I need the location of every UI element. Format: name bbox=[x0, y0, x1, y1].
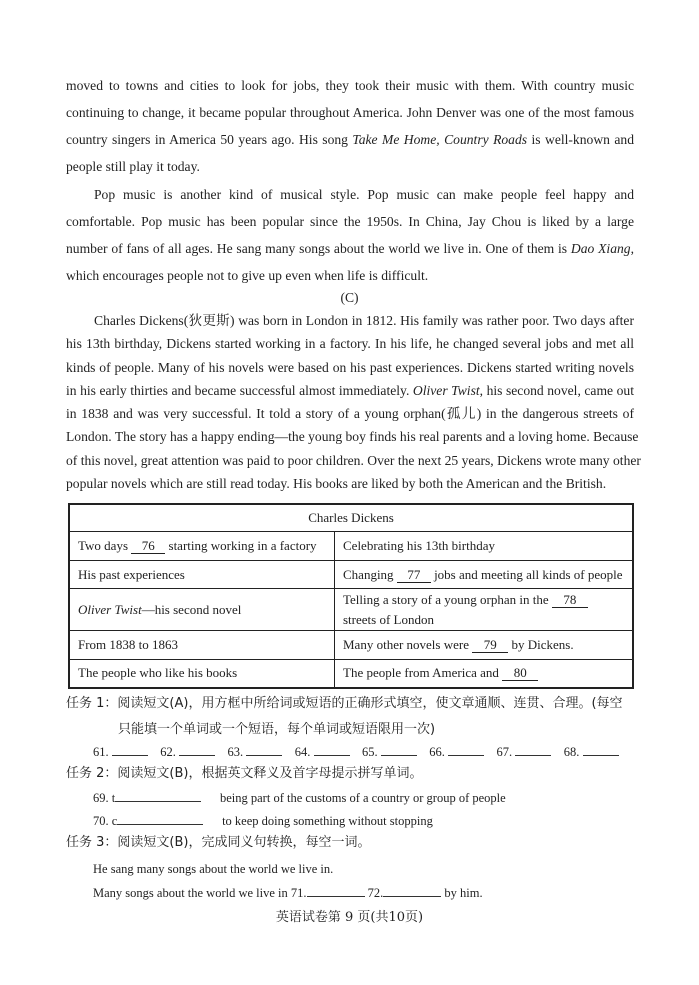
rewrite-sentence: Many songs about the world we live in 71. 72. by him. bbox=[93, 886, 483, 900]
table-cell: Two days 76 starting working in a factory bbox=[69, 532, 335, 561]
passage-b-country-paragraph bbox=[66, 72, 634, 180]
task-3-instruction: 任务 3：阅读短文(B)，完成同义句转换，每空一词。 bbox=[66, 835, 371, 850]
answer-blank-72[interactable] bbox=[383, 884, 441, 897]
table-cell: Telling a story of a young orphan in the 78 streets of London bbox=[335, 589, 634, 631]
text-line: country singers in America 50 years ago. His song Take Me Home, Country Roads is well-known and bbox=[66, 132, 634, 147]
text-line: number of fans of all ages. He sang many songs about the world we live in. One of them is Dao Xiang, bbox=[66, 241, 634, 256]
task-1-answers: 61. 62. 63. 64. 65. 66. 67. 68. bbox=[93, 742, 619, 762]
blank-76[interactable]: 76 bbox=[131, 539, 165, 554]
table-cell: Celebrating his 13th birthday bbox=[335, 532, 634, 561]
text-line: continuing to change, it became popular throughout America. John Denver was one of the most famous bbox=[66, 105, 634, 120]
text-line: Charles Dickens(狄更斯) was born in London in 1812. His family was rather poor. Two days after bbox=[94, 313, 634, 328]
task-line: 任务 1：阅读短文(A)，用方框中所给词或短语的正确形式填空，使文章通顺、连贯、合理。(每空 bbox=[66, 696, 623, 711]
blank-77[interactable]: 77 bbox=[397, 568, 431, 583]
table-cell: His past experiences bbox=[69, 561, 335, 589]
table-row bbox=[69, 660, 633, 688]
answer-blank-69[interactable] bbox=[115, 789, 201, 802]
text-line: people still play it today. bbox=[66, 159, 200, 174]
text-line: which encourages people not to give up even when life is difficult. bbox=[66, 268, 429, 283]
table-row bbox=[69, 532, 633, 561]
answer-blank-65[interactable] bbox=[381, 743, 417, 756]
question-69: 69. t being part of the customs of a country or group of people bbox=[93, 791, 506, 805]
answer-blank-63[interactable] bbox=[246, 743, 282, 756]
question-70: 70. c to keep doing something without stopping bbox=[93, 814, 433, 828]
text-line: of this novel, great attention was paid to poor children. Over the next 25 years, Dickens wrote many other bbox=[66, 452, 641, 468]
table-cell: Changing 77 jobs and meeting all kinds of people bbox=[335, 561, 634, 589]
table-row bbox=[69, 589, 633, 631]
song-title: Dao Xiang bbox=[570, 241, 631, 256]
task-2-instruction: 任务 2：阅读短文(B)，根据英文释义及首字母提示拼写单词。 bbox=[66, 766, 423, 781]
text-line: kinds of people. Many of his novels were based on his past experiences. Dickens started writing novels bbox=[66, 359, 634, 375]
table-cell: The people who like his books bbox=[69, 660, 335, 688]
table-cell: The people from America and 80 bbox=[335, 660, 634, 688]
text-line: Pop music is another kind of musical style. Pop music can make people feel happy and bbox=[94, 187, 634, 202]
task-1-instruction bbox=[66, 691, 646, 743]
answer-blank-67[interactable] bbox=[515, 743, 551, 756]
answer-blank-70[interactable] bbox=[117, 812, 203, 825]
table-cell: Many other novels were 79 by Dickens. bbox=[335, 631, 634, 660]
text-line: London. The story has a happy ending—the young boy finds his real parents and a loving home. Because bbox=[66, 429, 639, 445]
text-line: in his early thirties and became successful almost immediately. Oliver Twist, his second novel, came out bbox=[66, 382, 634, 398]
novel-title: Oliver Twist bbox=[78, 601, 142, 617]
answer-blank-64[interactable] bbox=[314, 743, 350, 756]
answer-blank-68[interactable] bbox=[583, 743, 619, 756]
blank-80[interactable]: 80 bbox=[502, 666, 538, 681]
passage-c-label: (C) bbox=[340, 290, 359, 305]
text-line: moved to towns and cities to look for jobs, they took their music with them. With country music bbox=[66, 78, 634, 93]
blank-79[interactable]: 79 bbox=[472, 638, 508, 653]
dickens-table bbox=[68, 503, 634, 689]
text-line: his 13th birthday, Dickens started working in a factory. In his life, he changed several jobs and met all bbox=[66, 336, 634, 352]
text-line: in 1838 and was very successful. It told a story of a young orphan(孤儿) in the dangerous streets of bbox=[66, 406, 634, 422]
passage-b-pop-paragraph bbox=[66, 181, 634, 289]
task-line: 只能填一个单词或一个短语，每个单词或短语限用一次) bbox=[118, 722, 436, 737]
table-header: Charles Dickens bbox=[69, 504, 633, 532]
passage-c-paragraph bbox=[66, 309, 641, 495]
table-row bbox=[69, 561, 633, 589]
table-cell: From 1838 to 1863 bbox=[69, 631, 335, 660]
answer-blank-66[interactable] bbox=[448, 743, 484, 756]
text-line: comfortable. Pop music has been popular since the 1950s. In China, Jay Chou is liked by a large bbox=[66, 214, 634, 229]
original-sentence: He sang many songs about the world we live in. bbox=[93, 862, 334, 876]
answer-blank-61[interactable] bbox=[112, 743, 148, 756]
table-cell: Oliver Twist—his second novel bbox=[69, 589, 335, 631]
novel-title: Oliver Twist bbox=[412, 382, 480, 398]
text-line: popular novels which are still read today. His books are liked by both the American and the British. bbox=[66, 476, 607, 492]
song-title: Take Me Home, Country Roads bbox=[352, 132, 528, 147]
table-row bbox=[69, 631, 633, 660]
answer-blank-71[interactable] bbox=[307, 884, 365, 897]
answer-blank-62[interactable] bbox=[179, 743, 215, 756]
blank-78[interactable]: 78 bbox=[552, 593, 588, 608]
page-footer: 英语试卷第 9 页(共10页) bbox=[275, 910, 424, 925]
